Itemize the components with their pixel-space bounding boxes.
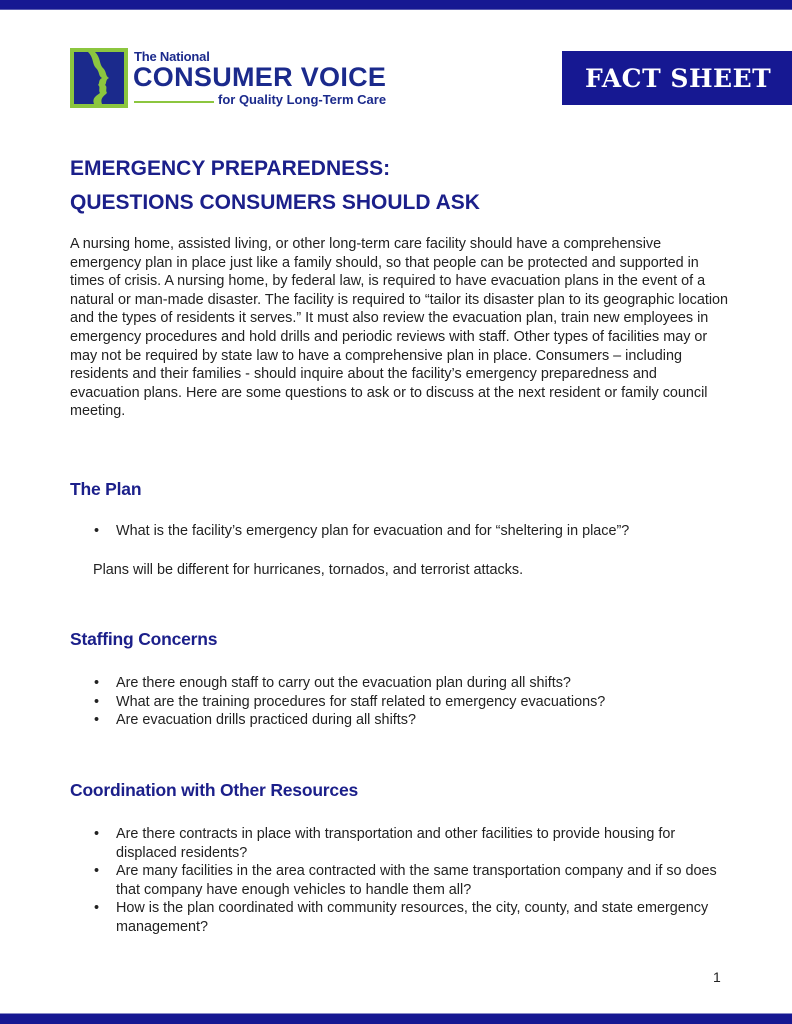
plan-bullet-list [70, 522, 730, 541]
bullet-icon: • [94, 826, 100, 842]
coordination-bullet-list [70, 825, 720, 937]
section-heading-the-plan: The Plan [70, 479, 142, 499]
logo-line-1: The National [134, 49, 210, 64]
title-line-1: EMERGENCY PREPAREDNESS: [70, 157, 391, 180]
staffing-bullet-list [70, 674, 730, 730]
intro-paragraph: A nursing home, assisted living, or other long-term care facility should have a comprehensive emergency plan in place just like a family should, so that people can be protected and supported in times of crisis. A nursing home, by federal law, is required to have evacuation plans in the event of a natural or man-made disaster. The facility is required to “tailor its disaster plan to its geographic location and the types of residents it serves.” It must also review the evacuation plan, train new employees in emergency procedures and hold drills and periodic reviews with staff. Other types of facilities may or may not be required by state law to have a comprehensive plan in place. Consumers – including residents and their families - should inquire about the facility’s emergency preparedness and evacuation plans. Here are some questions to ask or to discuss at the next resident or family council meeting. [70, 236, 729, 420]
bullet-icon: • [94, 712, 100, 729]
section-heading-staffing-concerns: Staffing Concerns [70, 629, 218, 649]
list-item: • Are there enough staff to carry out the evacuation plan during all shifts? [94, 675, 571, 691]
page-number: 1 [713, 969, 721, 985]
profile-faces-icon [70, 48, 128, 108]
top-accent-bar [0, 0, 792, 10]
plan-note: Plans will be different for hurricanes, tornados, and terrorist attacks. [93, 562, 524, 578]
bullet-icon: • [94, 523, 100, 539]
bullet-icon: • [94, 675, 100, 691]
list-item: • What is the facility’s emergency plan for evacuation and for “sheltering in place”? [94, 523, 630, 539]
page-title [70, 152, 480, 220]
bottom-accent-bar [0, 1013, 792, 1024]
logo-underline [134, 101, 214, 103]
logo-line-2: CONSUMER VOICE [133, 62, 387, 92]
fact-sheet-label: FACT SHEET [585, 63, 772, 93]
list-item: • Are many facilities in the area contracted with the same transportation company and if so does that company have enough vehicles to handle them all? [94, 863, 717, 898]
list-item: • What are the training procedures for staff related to emergency evacuations? [94, 693, 606, 710]
title-line-2: QUESTIONS CONSUMERS SHOULD ASK [70, 191, 480, 214]
list-item: • Are evacuation drills practiced during all shifts? [94, 712, 416, 729]
bullet-icon: • [94, 863, 100, 880]
list-item: • How is the plan coordinated with community resources, the city, county, and state emergency management? [94, 900, 709, 935]
bullet-icon: • [94, 900, 100, 917]
section-heading-coordination: Coordination with Other Resources [70, 780, 359, 800]
bullet-icon: • [94, 693, 100, 710]
logo-tagline: for Quality Long-Term Care [218, 92, 387, 107]
fact-sheet-badge [562, 51, 792, 105]
consumer-voice-logo [70, 48, 390, 112]
list-item: • Are there contracts in place with transportation and other facilities to provide housing for displaced residents? [94, 826, 676, 861]
